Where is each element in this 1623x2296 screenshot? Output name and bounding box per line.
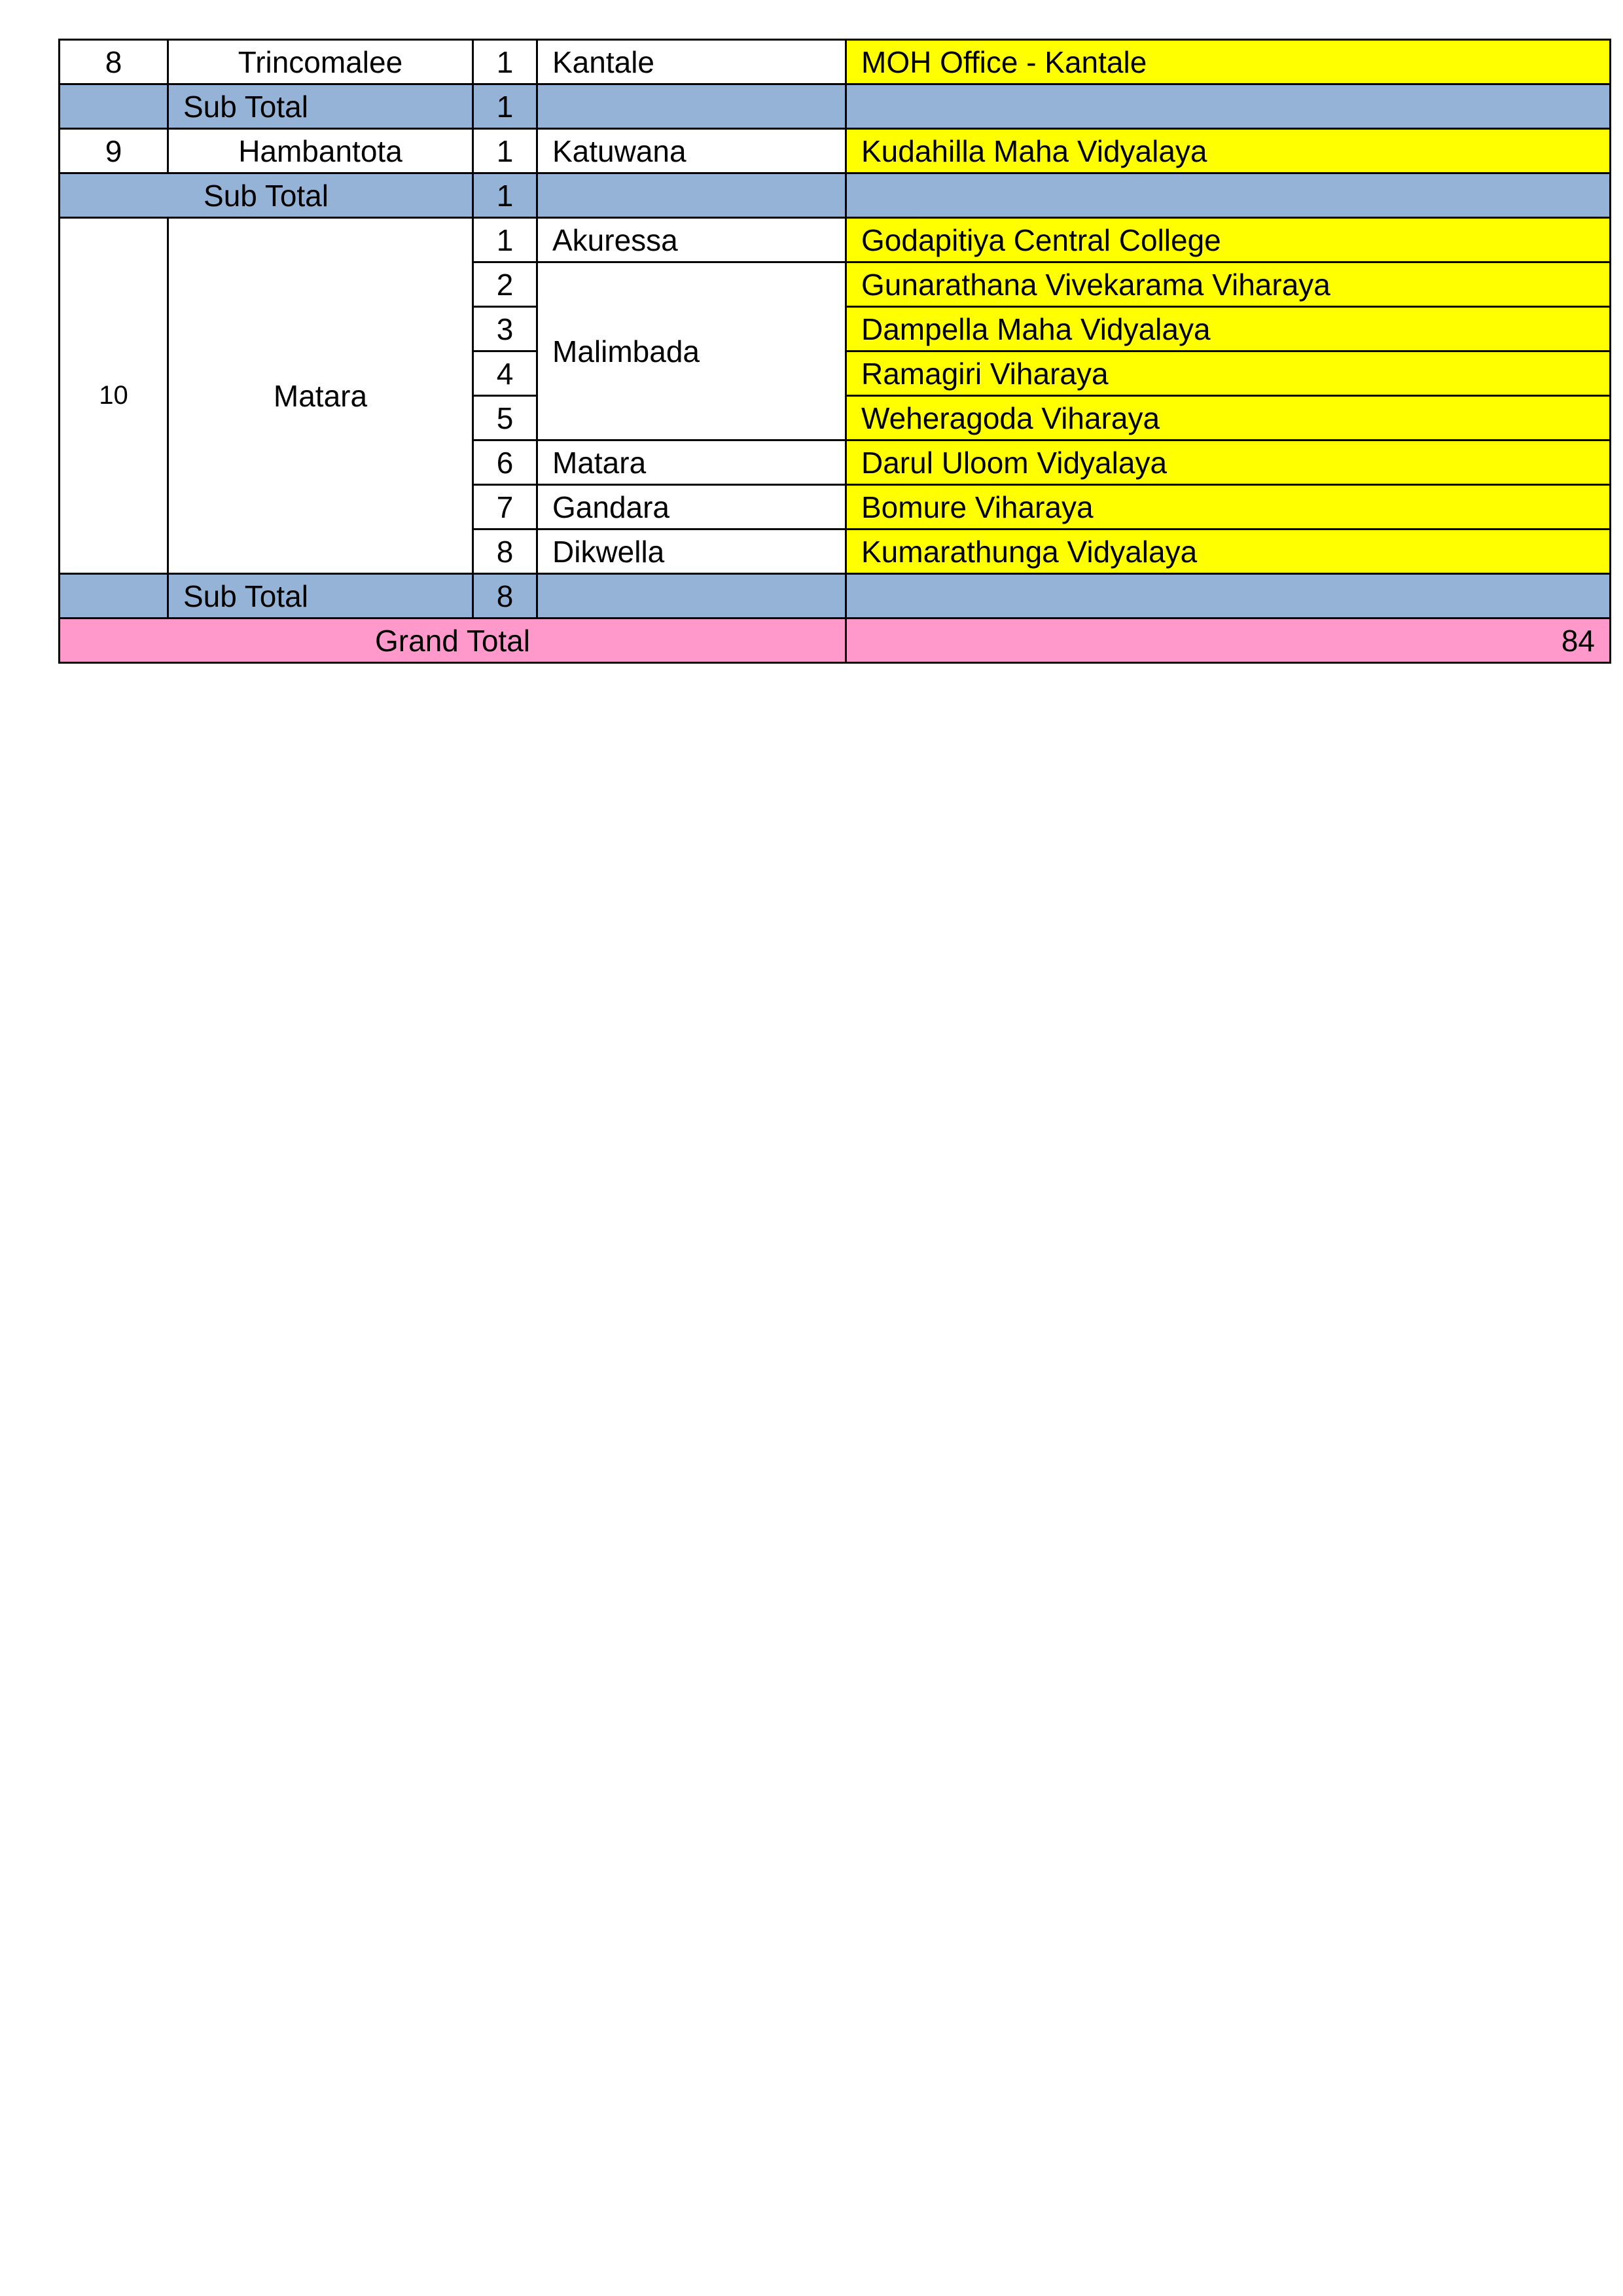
area-name: Malimbada [537, 262, 846, 440]
venue-name: Weheragoda Viharaya [846, 396, 1611, 440]
area-name: Kantale [537, 40, 846, 84]
subtotal-label: Sub Total [168, 84, 473, 129]
table-row [60, 40, 1611, 84]
sequence-number: 2 [473, 262, 537, 307]
venue-name: Kudahilla Maha Vidyalaya [846, 129, 1611, 173]
area-name: Akuressa [537, 218, 846, 262]
district-name: Hambantota [168, 129, 473, 173]
district-name: Matara [168, 218, 473, 574]
sequence-number: 1 [473, 129, 537, 173]
subtotal-row [60, 84, 1611, 129]
venue-name: Kumarathunga Vidyalaya [846, 529, 1611, 574]
subtotal-row [60, 574, 1611, 619]
table-row [60, 218, 1611, 262]
grand-total-row [60, 619, 1611, 663]
sequence-number: 3 [473, 307, 537, 351]
venue-name: Bomure Viharaya [846, 485, 1611, 529]
subtotal-empty-cell [537, 173, 846, 218]
sequence-number: 1 [473, 218, 537, 262]
district-number: 9 [60, 129, 168, 173]
area-name: Matara [537, 440, 846, 485]
sequence-number: 4 [473, 351, 537, 396]
grand-total-value: 84 [846, 619, 1611, 663]
sequence-number: 6 [473, 440, 537, 485]
area-name: Dikwella [537, 529, 846, 574]
grand-total-label: Grand Total [60, 619, 846, 663]
district-name: Trincomalee [168, 40, 473, 84]
sequence-number: 5 [473, 396, 537, 440]
subtotal-label: Sub Total [168, 574, 473, 619]
subtotal-empty-cell [846, 574, 1611, 619]
subtotal-count: 8 [473, 574, 537, 619]
subtotal-label: Sub Total [60, 173, 473, 218]
subtotal-empty-cell [537, 574, 846, 619]
area-name: Gandara [537, 485, 846, 529]
centers-table [58, 39, 1611, 664]
sequence-number: 8 [473, 529, 537, 574]
venue-name: MOH Office - Kantale [846, 40, 1611, 84]
venue-name: Darul Uloom Vidyalaya [846, 440, 1611, 485]
venue-name: Godapitiya Central College [846, 218, 1611, 262]
subtotal-empty-cell [846, 173, 1611, 218]
subtotal-row [60, 173, 1611, 218]
table-row [60, 129, 1611, 173]
district-number: 8 [60, 40, 168, 84]
area-name: Katuwana [537, 129, 846, 173]
subtotal-count: 1 [473, 173, 537, 218]
sequence-number: 1 [473, 40, 537, 84]
subtotal-count: 1 [473, 84, 537, 129]
subtotal-empty-cell [537, 84, 846, 129]
subtotal-empty-cell [60, 84, 168, 129]
sequence-number: 7 [473, 485, 537, 529]
district-number: 10 [60, 218, 168, 574]
venue-name: Ramagiri Viharaya [846, 351, 1611, 396]
subtotal-empty-cell [60, 574, 168, 619]
subtotal-empty-cell [846, 84, 1611, 129]
venue-name: Gunarathana Vivekarama Viharaya [846, 262, 1611, 307]
venue-name: Dampella Maha Vidyalaya [846, 307, 1611, 351]
